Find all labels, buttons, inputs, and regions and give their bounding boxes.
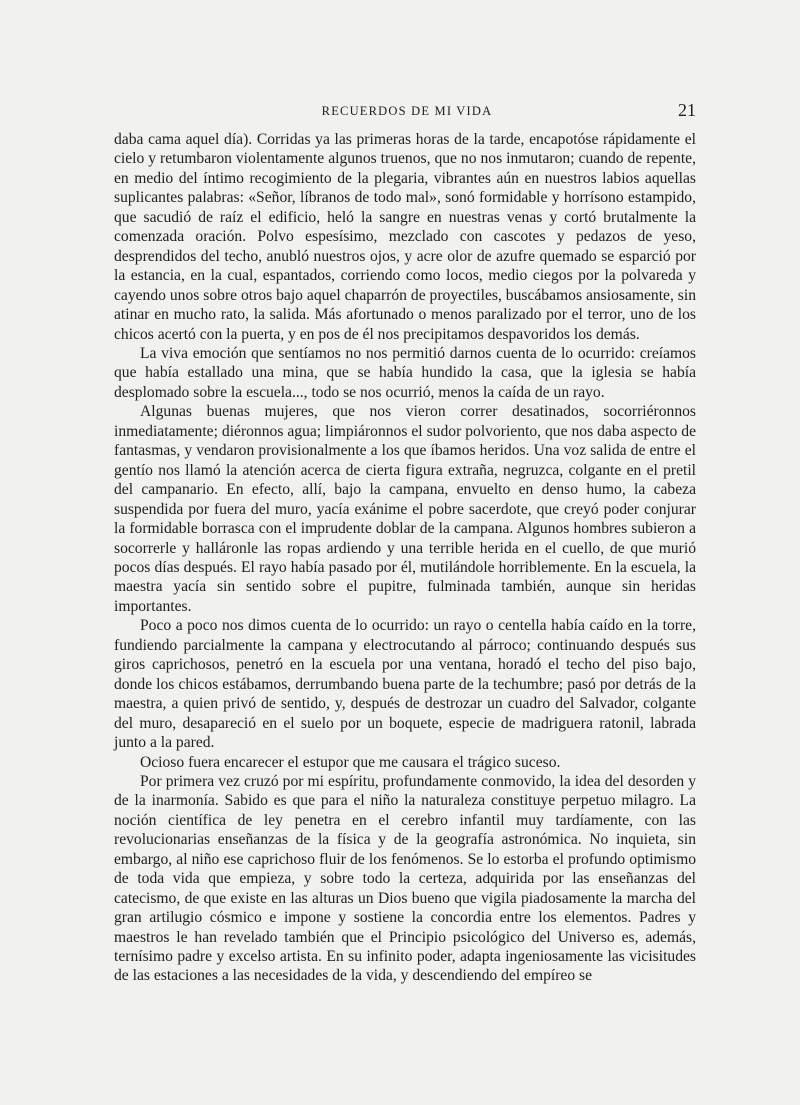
paragraph-1: daba cama aquel día). Corridas ya las primeras horas de la tarde, encapotóse rápidamente el cielo y retumbaron violentamente algunos truenos, que no nos inmutaron; cuando de repente, en medio del íntimo recogimiento de la plegaria, vibrantes aún en nuestros labios aquellas suplicantes palabras: «Señor, líbranos de todo mal», sonó formidable y horrísono estampido, que sacudió de raíz el edificio, heló la sangre en nuestras venas y cortó brutalmente la comenzada oración. Polvo espesísimo, mezclado con cascotes y pedazos de yeso, desprendidos del techo, anubló nuestros ojos, y acre olor de azufre quemado se esparció por la estancia, en la cual, espantados, corriendo como locos, medio ciegos por la polvareda y cayendo unos sobre otros bajo aquel chaparrón de proyectiles, buscábamos ansiosamente, sin atinar en mucho rato, la salida. Más afortunado o menos paralizado por el terror, uno de los chicos acertó con la puerta, y en pos de él nos precipitamos despavoridos los demás. [114,131,696,343]
paragraph-4: Poco a poco nos dimos cuenta de lo ocurrido: un rayo o centella había caído en la torre, fundiendo parcialmente la campana y electrocutando al párroco; continuando después sus giros caprichosos, penetró en la escuela por una ventana, horadó el techo del piso bajo, donde los chicos estábamos, derrumbando buena parte de la techumbre; pasó por detrás de la maestra, a quien privó de sentido, y, después de destrozar un cuadro del Salvador, colgante del muro, desapareció en el suelo por un boquete, especie de madriguera ratonil, labrada junto a la pared. [114,617,696,752]
body-text [114,130,696,986]
paragraph-3: Algunas buenas mujeres, que nos vieron correr desatinados, socorriéronnos inmediatamente; diéronnos agua; limpiáronnos el sudor polvoriento, que nos daba aspecto de fantasmas, y vendaron provisionalmente a los que íbamos heridos. Una voz salida de entre el gentío nos llamó la atención acerca de cierta figura extraña, negruzca, colgante en el pretil del campanario. En efecto, allí, bajo la campana, envuelto en denso humo, la cabeza suspendida por fuera del muro, yacía exánime el pobre sacerdote, que creyó poder conjurar la formidable borrasca con el imprudente doblar de la campana. Algunos hombres subieron a socorrerle y halláronle las ropas ardiendo y una terrible herida en el cuello, de que murió pocos días después. El rayo había pasado por él, mutilándole horriblemente. En la escuela, la maestra yacía sin sentido sobre el pupitre, fulminada también, aunque sin heridas importantes. [114,403,696,615]
paragraph-6: Por primera vez cruzó por mi espíritu, profundamente conmovido, la idea del desorden y de la inarmonía. Sabido es que para el niño la naturaleza constituye perpetuo milagro. La noción científica de ley penetra en el cerebro infantil muy tardíamente, con las revolucionarias enseñanzas de la física y de la geografía astronómica. No inquieta, sin embargo, al niño ese caprichoso fluir de los fenómenos. Se lo estorba el profundo optimismo de toda vida que empieza, y sobre todo la certeza, adquirida por las enseñanzas del catecismo, de que existe en las alturas un Dios bueno que vigila piadosamente la marcha del gran artilugio cósmico e impone y sostiene la concordia entre los elementos. Padres y maestros le han revelado también que el Principio psicológico del Universo es, además, ternísimo padre y excelso artista. En su infinito poder, adapta ingeniosamente las vicisitudes de las estaciones a las necesidades de la vida, y descendiendo del empíreo se [114,772,696,985]
paragraph-2: La viva emoción que sentíamos no nos permitió darnos cuenta de lo ocurrido: creíamos que había estallado una mina, que se había hundido la casa, que la iglesia se había desplomado sobre la escuela..., todo se nos ocurrió, menos la caída de un rayo. [114,344,696,401]
running-title: RECUERDOS DE MI VIDA [321,104,493,118]
page-number: 21 [678,100,696,120]
running-head [118,100,696,124]
paragraph-5: Ocioso fuera encarecer el estupor que me causara el trágico suceso. [140,753,561,771]
